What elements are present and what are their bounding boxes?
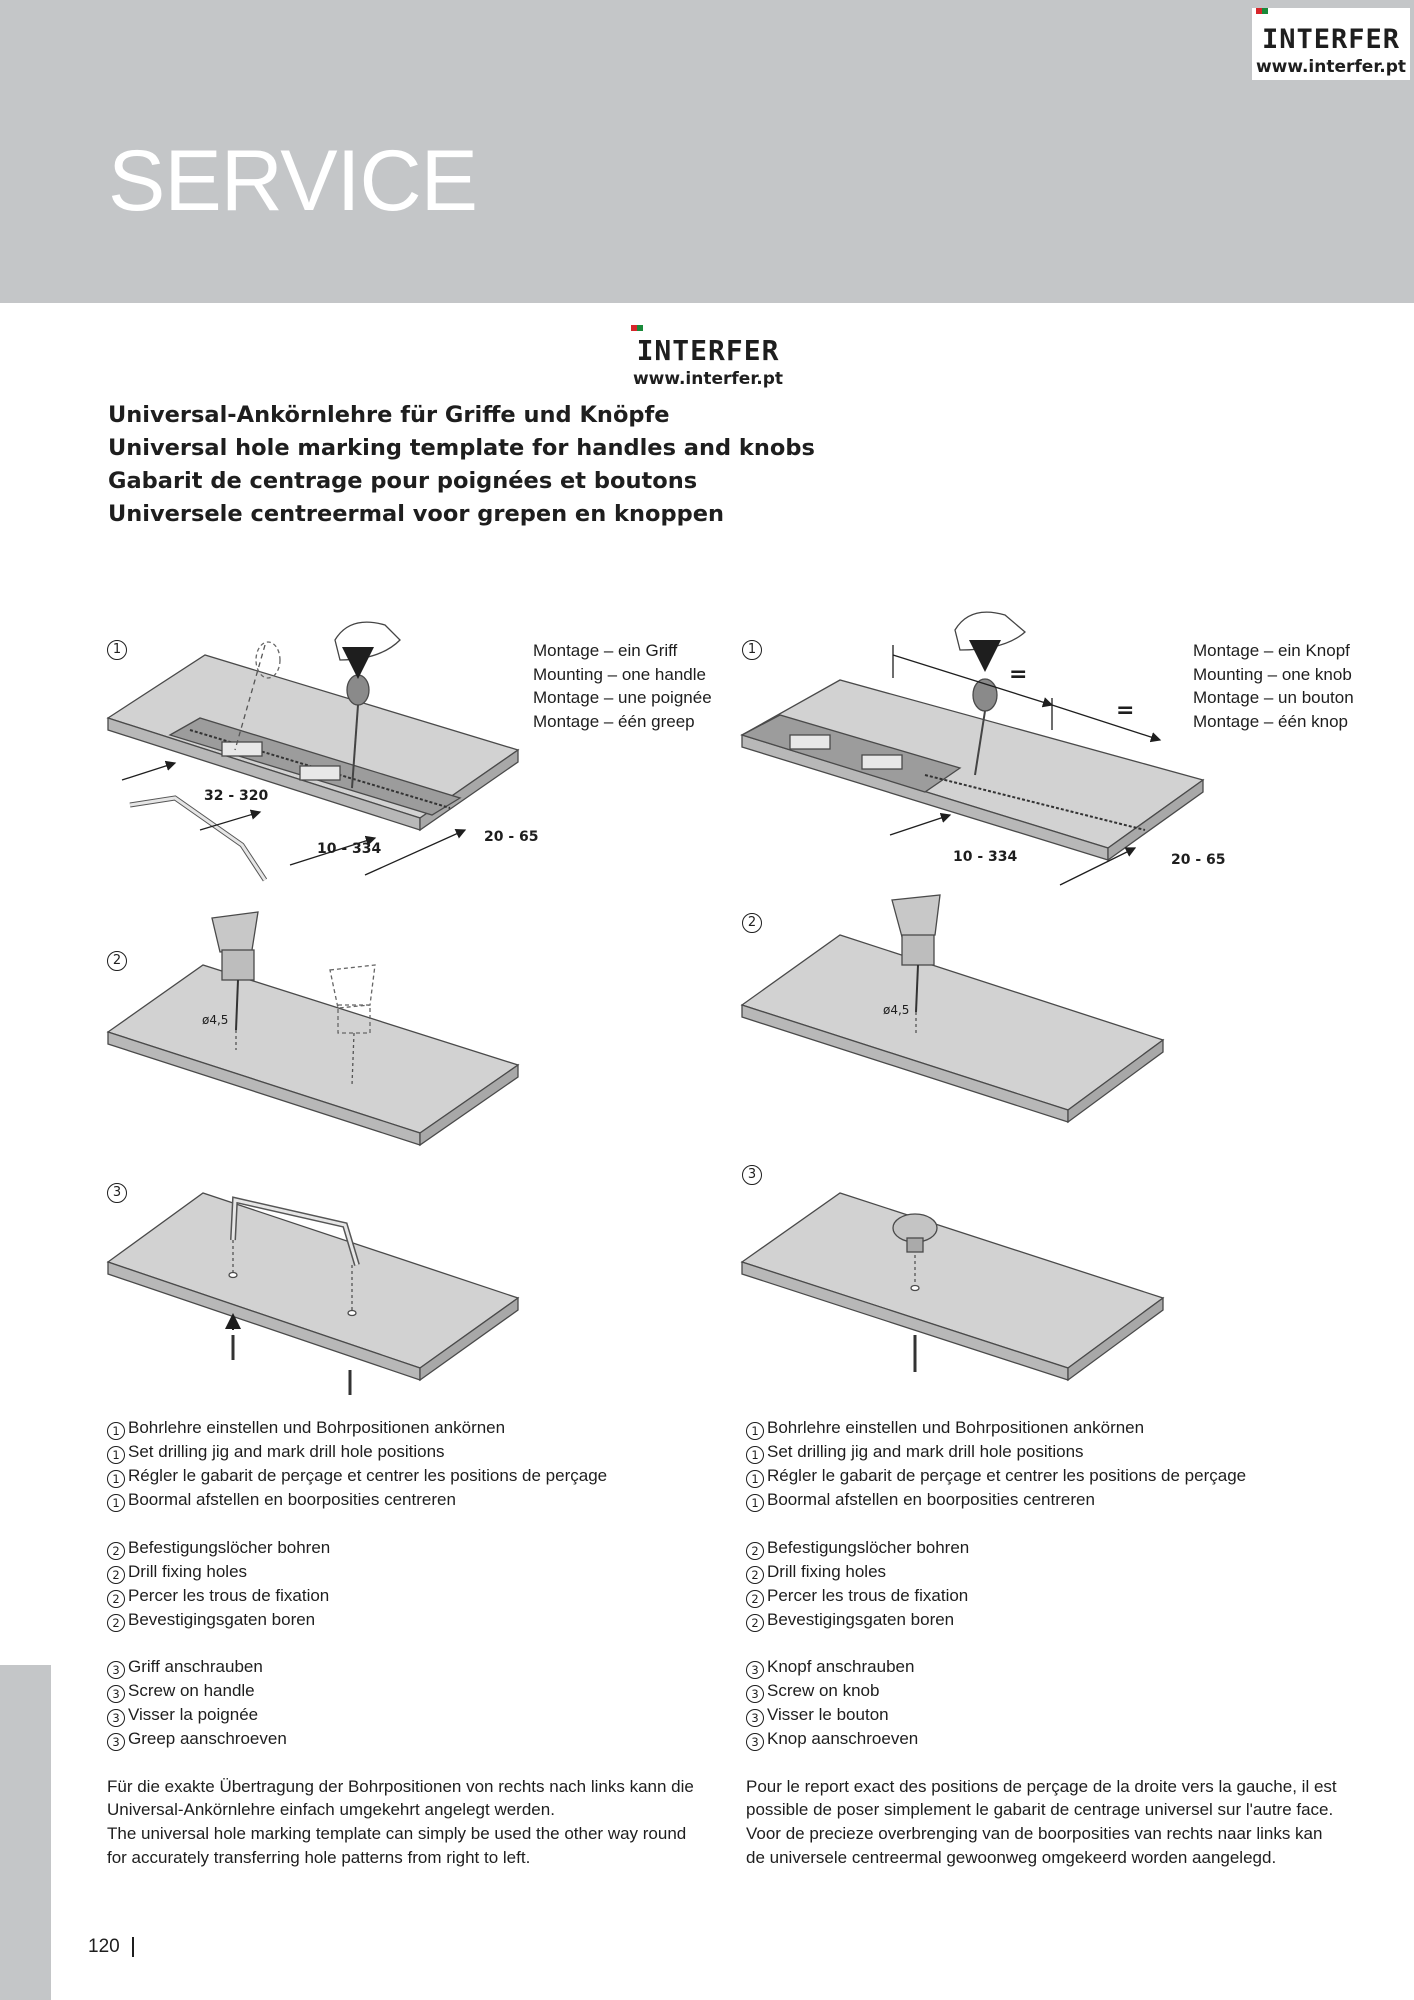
instruction-text: Boormal afstellen en boorposities centreren xyxy=(128,1490,456,1509)
logo-url: www.interfer.pt xyxy=(1255,57,1407,77)
instruction-text: Visser le bouton xyxy=(767,1705,889,1725)
title-en: Universal hole marking template for handles and knobs xyxy=(108,435,815,461)
instruction-text: Griff anschrauben xyxy=(128,1657,263,1677)
caption-line: Montage – ein Griff xyxy=(533,641,678,660)
page-number-separator xyxy=(132,1937,134,1957)
instructions-right xyxy=(746,1416,1346,1869)
caption-line: Montage – une poignée xyxy=(533,688,712,707)
instruction-line xyxy=(746,1536,1346,1560)
footnote-nl: Voor de precieze overbrenging van de boorposities van rechts naar links kan de universele centreermal gewoonweg omgekeerd worden aangelegd. xyxy=(746,1823,1323,1867)
instruction-line xyxy=(746,1703,1346,1727)
step-badge: 2 xyxy=(107,1590,125,1608)
step-number-2-left: 2 xyxy=(107,951,127,971)
caption-line: Montage – één greep xyxy=(533,711,695,731)
caption-line: Montage – ein Knopf xyxy=(1193,641,1350,660)
drill-diameter-left: ø4,5 xyxy=(202,1013,229,1027)
instruction-text: Screw on knob xyxy=(767,1681,880,1701)
instruction-line xyxy=(746,1440,1346,1464)
step-badge: 2 xyxy=(107,1566,125,1584)
step-number-3-left: 3 xyxy=(107,1183,127,1203)
dim-length-right: 10 - 334 xyxy=(953,849,1018,865)
dim-depth-right: 20 - 65 xyxy=(1171,852,1226,868)
step-number-3-right: 3 xyxy=(742,1165,762,1185)
instruction-text: Percer les trous de fixation xyxy=(128,1585,330,1605)
dim-handle-spacing: 32 - 320 xyxy=(204,788,269,804)
instruction-line xyxy=(107,1679,707,1703)
caption-line: Mounting – one knob xyxy=(1193,664,1352,684)
mounting-caption-knob xyxy=(1193,639,1354,733)
caption-line: Montage – één knop xyxy=(1193,711,1349,731)
footnote-de: Für die exakte Übertragung der Bohrpositionen von rechts nach links kann die Universal-Ankörnlehre einfach umgekehrt angelegt werden. xyxy=(107,1776,694,1820)
instruction-line xyxy=(107,1440,707,1464)
footnote-left xyxy=(107,1775,707,1869)
instruction-line xyxy=(746,1584,1346,1608)
instruction-line xyxy=(107,1536,707,1560)
step-2-group xyxy=(746,1536,1346,1632)
instruction-text: Drill fixing holes xyxy=(128,1561,248,1581)
footnote-en: The universal hole marking template can simply be used the other way round for accurately transferring hole patterns from right to left. xyxy=(107,1823,687,1867)
step-badge: 3 xyxy=(746,1661,764,1679)
step-badge: 3 xyxy=(107,1733,125,1751)
figure-left-step2 xyxy=(108,912,518,1145)
step-number-2-right: 2 xyxy=(742,913,762,933)
instruction-line xyxy=(107,1655,707,1679)
footnote-right xyxy=(746,1775,1346,1869)
step-badge: 1 xyxy=(107,1494,125,1512)
caption-line: Montage – un bouton xyxy=(1193,688,1354,707)
equal-sign: = xyxy=(1009,662,1028,687)
equal-sign: = xyxy=(1116,698,1135,723)
page-number: 120 xyxy=(88,1936,120,1957)
instruction-text: Visser la poignée xyxy=(128,1705,259,1725)
step-2-group xyxy=(107,1536,707,1632)
step-badge: 1 xyxy=(107,1470,125,1488)
step-badge: 3 xyxy=(746,1733,764,1751)
figure-right-step1 xyxy=(742,612,1203,885)
step-badge: 2 xyxy=(107,1542,125,1560)
instructions-left xyxy=(107,1416,707,1869)
footnote-fr: Pour le report exact des positions de perçage de la droite vers la gauche, il est possible de poser simplement le gabarit de centrage universel sur l'autre face. xyxy=(746,1776,1337,1820)
instruction-text: Knopf anschrauben xyxy=(767,1657,915,1677)
title-de: Universal-Ankörnlehre für Griffe und Knöpfe xyxy=(108,402,670,428)
step-badge: 2 xyxy=(746,1614,764,1632)
instruction-text: Bevestigingsgaten boren xyxy=(128,1609,316,1629)
instruction-text: Greep aanschroeven xyxy=(128,1729,287,1749)
step-badge: 3 xyxy=(746,1709,764,1727)
step-badge: 1 xyxy=(746,1422,764,1440)
instruction-line xyxy=(107,1416,707,1440)
mounting-caption-handle xyxy=(533,639,712,733)
step-badge: 3 xyxy=(107,1709,125,1727)
instruction-line xyxy=(746,1727,1346,1751)
instruction-line xyxy=(107,1488,707,1512)
instruction-line xyxy=(746,1560,1346,1584)
step-badge: 3 xyxy=(746,1685,764,1703)
step-1-group xyxy=(107,1416,707,1512)
figure-right-step3 xyxy=(742,1193,1163,1380)
step-badge: 2 xyxy=(746,1566,764,1584)
instruction-text: Befestigungslöcher bohren xyxy=(767,1537,970,1557)
step-badge: 2 xyxy=(746,1542,764,1560)
instruction-line xyxy=(746,1655,1346,1679)
instruction-text: Screw on handle xyxy=(128,1681,255,1701)
instruction-text: Knop aanschroeven xyxy=(767,1729,919,1749)
figure-right-step2 xyxy=(742,895,1163,1122)
step-number-1-left: 1 xyxy=(107,640,127,660)
instruction-text: Régler le gabarit de perçage et centrer les positions de perçage xyxy=(767,1466,1247,1485)
instruction-text: Bevestigingsgaten boren xyxy=(767,1609,955,1629)
instruction-text: Percer les trous de fixation xyxy=(767,1585,969,1605)
instruction-line xyxy=(107,1608,707,1632)
page-title: SERVICE xyxy=(108,133,477,229)
instruction-line xyxy=(107,1703,707,1727)
instruction-line xyxy=(746,1679,1346,1703)
instruction-line xyxy=(746,1488,1346,1512)
step-number-1-right: 1 xyxy=(742,640,762,660)
instruction-line xyxy=(107,1464,707,1488)
instruction-text: Befestigungslöcher bohren xyxy=(128,1537,331,1557)
logo-url: www.interfer.pt xyxy=(632,369,784,389)
step-badge: 1 xyxy=(746,1470,764,1488)
instruction-line xyxy=(746,1416,1346,1440)
step-badge: 3 xyxy=(107,1685,125,1703)
instruction-line xyxy=(746,1608,1346,1632)
step-1-group xyxy=(746,1416,1346,1512)
instruction-text: Bohrlehre einstellen und Bohrpositionen ankörnen xyxy=(767,1418,1145,1437)
instruction-text: Set drilling jig and mark drill hole positions xyxy=(767,1442,1084,1461)
step-badge: 3 xyxy=(107,1661,125,1679)
logo-wordmark: INTERFER xyxy=(636,334,780,367)
step-3-group xyxy=(746,1655,1346,1751)
instruction-text: Bohrlehre einstellen und Bohrpositionen ankörnen xyxy=(128,1418,506,1437)
step-badge: 1 xyxy=(107,1422,125,1440)
step-badge: 1 xyxy=(746,1494,764,1512)
step-badge: 2 xyxy=(746,1590,764,1608)
drill-diameter-right: ø4,5 xyxy=(883,1003,910,1017)
logo-wordmark: INTERFER xyxy=(1261,24,1401,55)
caption-line: Mounting – one handle xyxy=(533,664,706,684)
instruction-line xyxy=(107,1560,707,1584)
instruction-text: Set drilling jig and mark drill hole positions xyxy=(128,1442,445,1461)
instruction-text: Régler le gabarit de perçage et centrer les positions de perçage xyxy=(128,1466,608,1485)
step-badge: 1 xyxy=(107,1446,125,1464)
instruction-text: Drill fixing holes xyxy=(767,1561,887,1581)
title-fr: Gabarit de centrage pour poignées et boutons xyxy=(108,468,698,494)
figure-left-step3 xyxy=(108,1193,518,1395)
instruction-line xyxy=(107,1584,707,1608)
instruction-text: Boormal afstellen en boorposities centreren xyxy=(767,1490,1095,1509)
instruction-line xyxy=(746,1464,1346,1488)
title-nl: Universele centreermal voor grepen en knoppen xyxy=(108,501,724,527)
step-badge: 1 xyxy=(746,1446,764,1464)
figure-left-step1 xyxy=(108,622,518,880)
sidebar-band xyxy=(0,1665,51,2000)
instruction-line xyxy=(107,1727,707,1751)
step-badge: 2 xyxy=(107,1614,125,1632)
dim-depth-left: 20 - 65 xyxy=(484,829,539,845)
step-3-group xyxy=(107,1655,707,1751)
dim-length-left: 10 - 334 xyxy=(317,841,382,857)
